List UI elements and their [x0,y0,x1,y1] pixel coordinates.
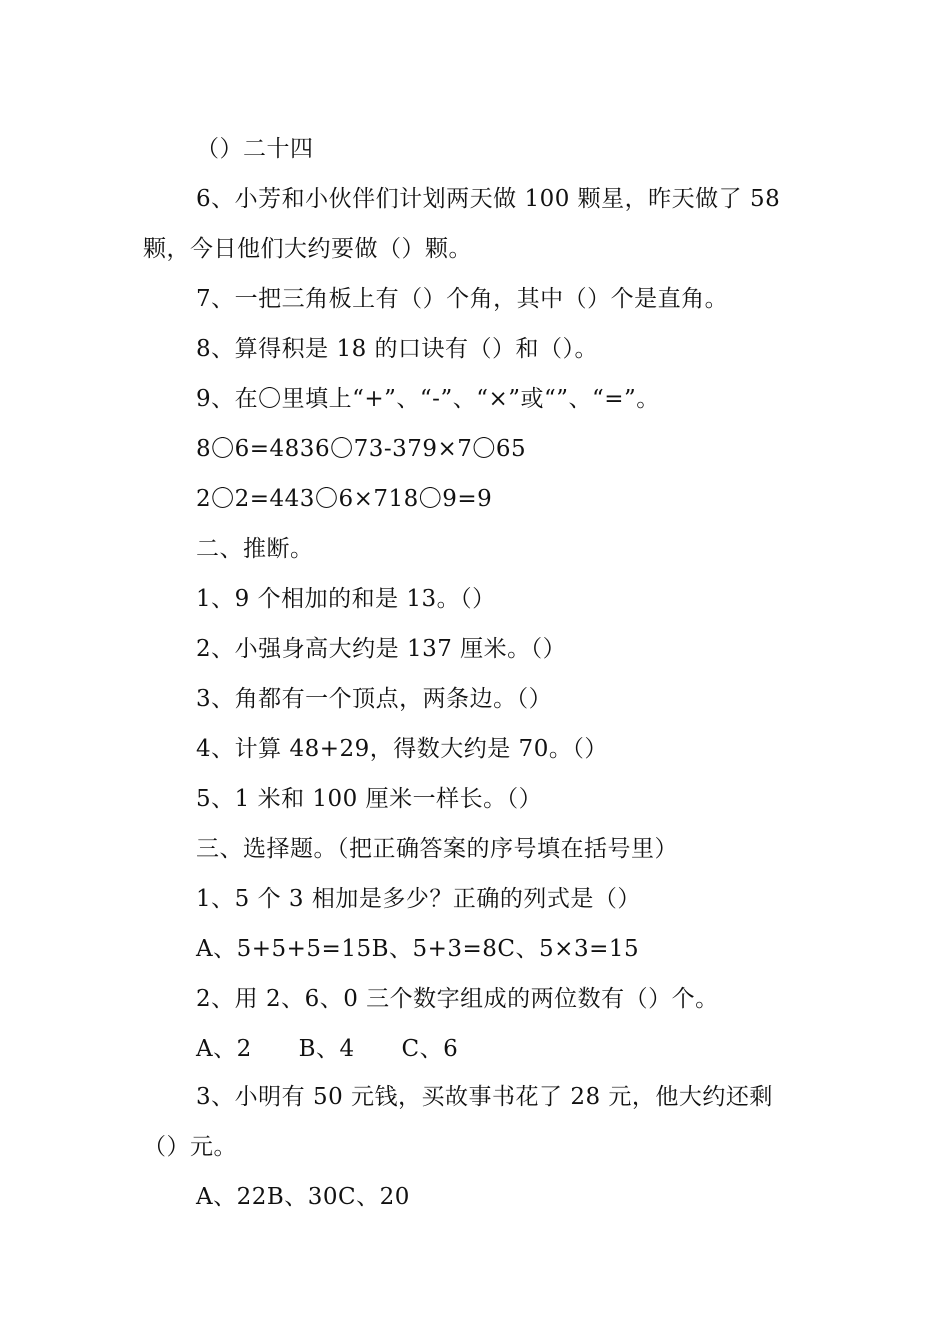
choice-question-2: 2、用 2、6、0 三个数字组成的两位数有（）个。 [196,986,719,1012]
text-line-answer-24: （）二十四 [196,136,314,162]
section-heading-judgement: 二、推断。 [196,536,314,562]
judge-item-1: 1、9 个相加的和是 13。（） [196,586,496,612]
question-9-equations-1: 8〇6=4836〇73-379×7〇65 [196,436,527,462]
choice-question-3-options: A、22B、30C、20 [196,1184,410,1210]
question-9-equations-2: 2〇2=443〇6×718〇9=9 [196,486,493,512]
question-7: 7、一把三角板上有（）个角，其中（）个是直角。 [196,286,729,312]
question-6-line-2: 颗，今日他们大约要做（）颗。 [143,236,472,262]
choice-question-2-options: A、2 B、4 C、6 [196,1036,459,1062]
judge-item-4: 4、计算 48+29，得数大约是 70。（） [196,736,608,762]
question-6-line-1: 6、小芳和小伙伴们计划两天做 100 颗星，昨天做了 58 [196,186,781,212]
choice-question-1: 1、5 个 3 相加是多少？正确的列式是（） [196,886,641,912]
judge-item-2: 2、小强身高大约是 137 厘米。（） [196,636,567,662]
choice-question-3-line-2: （）元。 [143,1134,237,1160]
judge-item-5: 5、1 米和 100 厘米一样长。（） [196,786,543,812]
choice-question-3-line-1: 3、小明有 50 元钱，买故事书花了 28 元，他大约还剩 [196,1084,773,1110]
question-8: 8、算得积是 18 的口诀有（）和（）。 [196,336,599,362]
choice-question-1-options: A、5+5+5=15B、5+3=8C、5×3=15 [196,936,640,962]
judge-item-3: 3、角都有一个顶点，两条边。（） [196,686,553,712]
question-9: 9、在〇里填上“+”、“-”、“×”或“”、“=”。 [196,386,660,412]
section-heading-choice: 三、选择题。（把正确答案的序号填在括号里） [196,836,678,862]
